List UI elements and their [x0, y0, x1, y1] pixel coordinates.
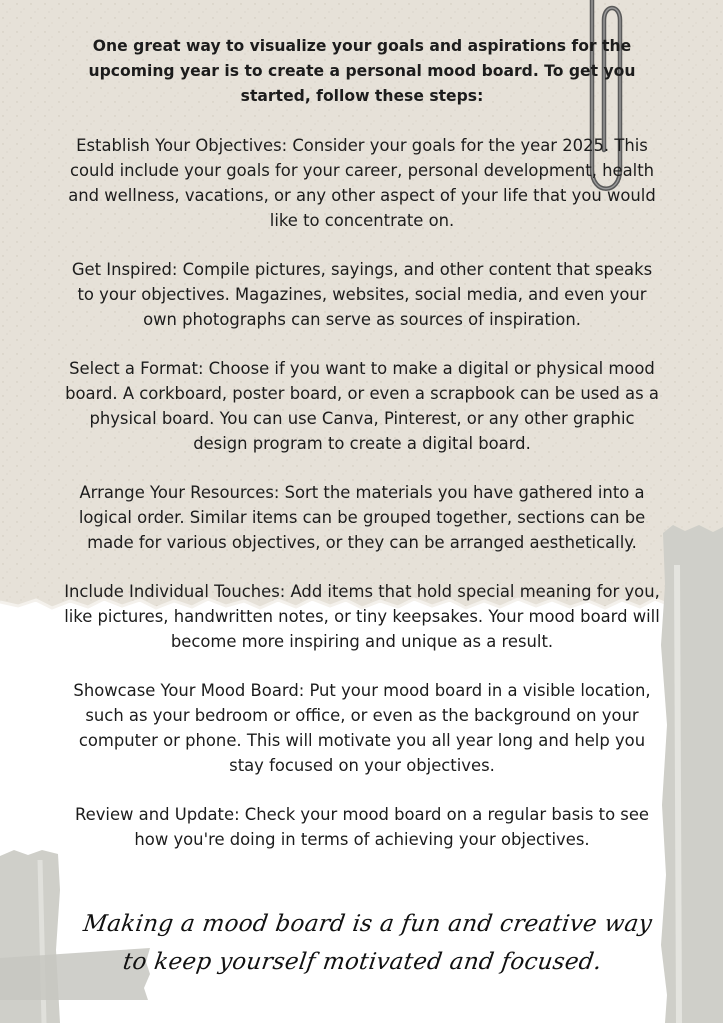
step-inspired: Get Inspired: Compile pictures, sayings, and other content that speaks to your objectives. Magazines, websites, social media, and even your own photographs can serve as sources of inspiration.	[71, 260, 653, 329]
step-touches: Include Individual Touches: Add items that hold special meaning for you, like pictures, handwritten notes, or tiny keepsakes. Your mood board will become more inspiring and unique as a result.	[64, 582, 660, 651]
intro-paragraph: One great way to visualize your goals and aspirations for the upcoming year is to create a personal mood board. To get you started, follow these steps:	[88, 37, 636, 105]
step-objectives: Establish Your Objectives: Consider your goals for the year 2025. This could include your goals for your career, personal development, health and wellness, vacations, or any other aspect of your life that you would like to concentrate on.	[68, 136, 656, 230]
step-arrange: Arrange Your Resources: Sort the materials you have gathered into a logical order. Similar items can be grouped together, sections can be made for various objectives, or they can be arranged aesthetically.	[78, 483, 646, 552]
closing-script-text: Making a mood board is a fun and creative way to keep yourself motivated and focused.	[81, 911, 654, 975]
step-review: Review and Update: Check your mood board on a regular basis to see how you're doing in terms of achieving your objectives.	[74, 805, 650, 849]
tape-strip-right	[655, 525, 723, 1023]
content-column	[62, 34, 662, 876]
step-format: Select a Format: Choose if you want to make a digital or physical mood board. A corkboard, poster board, or even a scrapbook can be used as a physical board. You can use Canva, Pinterest, or any other graphic design program to create a digital board.	[65, 359, 659, 453]
step-showcase: Showcase Your Mood Board: Put your mood board in a visible location, such as your bedroom or office, or even as the background on your computer or phone. This will motivate you all year long and help you stay focused on your objectives.	[73, 681, 651, 775]
